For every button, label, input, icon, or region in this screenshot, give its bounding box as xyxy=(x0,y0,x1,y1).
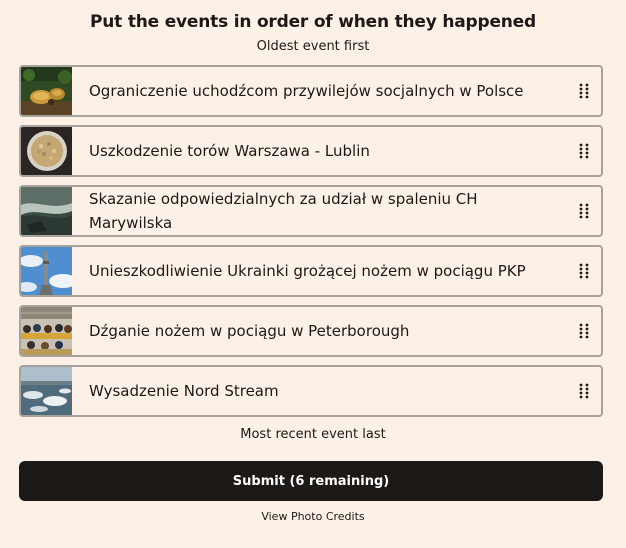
event-label: Dźganie nożem w pociągu w Peterborough xyxy=(89,322,410,340)
drag-handle-icon[interactable] xyxy=(579,83,589,99)
event-label: Skazanie odpowiedzialnych za udział w spaleniu CH Marywilska xyxy=(89,190,478,232)
event-item[interactable] xyxy=(19,365,603,417)
event-label: Unieszkodliwienie Ukrainki grożącej nożem w pociągu PKP xyxy=(89,262,526,280)
event-thumbnail xyxy=(21,367,72,415)
submit-button[interactable]: Submit (6 remaining) xyxy=(19,461,603,501)
order-hint-bottom: Most recent event last xyxy=(240,427,386,442)
event-thumbnail xyxy=(21,307,72,355)
event-thumbnail xyxy=(21,67,72,115)
drag-handle-icon[interactable] xyxy=(579,263,589,279)
event-item[interactable] xyxy=(19,245,603,297)
drag-handle-icon[interactable] xyxy=(579,143,589,159)
page-title: Put the events in order of when they happened xyxy=(90,12,536,32)
event-item[interactable] xyxy=(19,125,603,177)
drag-handle-icon[interactable] xyxy=(579,203,589,219)
event-label: Wysadzenie Nord Stream xyxy=(89,382,279,400)
event-item[interactable] xyxy=(19,185,603,237)
event-thumbnail xyxy=(21,127,72,175)
event-item[interactable] xyxy=(19,305,603,357)
event-label: Uszkodzenie torów Warszawa - Lublin xyxy=(89,142,370,160)
order-hint-top: Oldest event first xyxy=(256,39,370,54)
event-list xyxy=(19,65,603,425)
event-item[interactable] xyxy=(19,65,603,117)
drag-handle-icon[interactable] xyxy=(579,323,589,339)
event-thumbnail xyxy=(21,247,72,295)
event-thumbnail xyxy=(21,187,72,235)
photo-credits-link[interactable]: View Photo Credits xyxy=(261,510,365,523)
drag-handle-icon[interactable] xyxy=(579,383,589,399)
event-label: Ograniczenie uchodźcom przywilejów socjalnych w Polsce xyxy=(89,82,524,100)
